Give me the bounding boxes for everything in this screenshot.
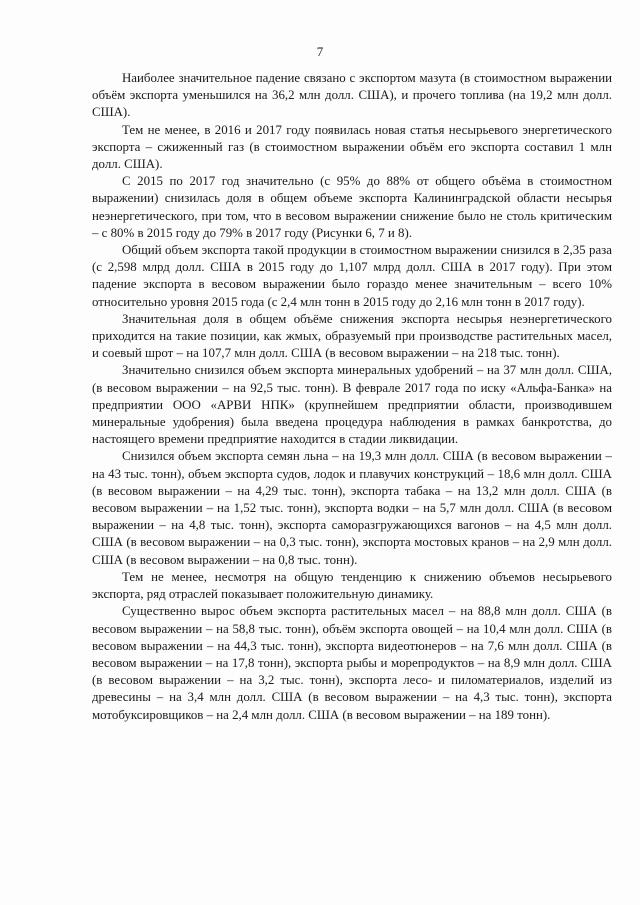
paragraph: Существенно вырос объем экспорта растительных масел – на 88,8 млн долл. США (в весовом выражении – на 58,8 тыс. тонн), объём экспорта овощей – на 10,4 млн долл. США (в весовом выражении – на 44,3 тыс. тонн), экспорта видеотюнеров – на 7,6 млн долл. США (в весовом выражении – на 17,8 тонн), экспорта рыбы и морепродуктов – на 8,9 млн долл. США (в весовом выражении – на 3,2 тыс. тонн), экспорта лесо- и пиломатериалов, изделий из древесины – на 3,4 млн долл. США (в весовом выражении – на 4,3 тыс. тонн), экспорта мотобуксировщиков – на 2,4 млн долл. США (в весовом выражении – на 189 тонн). [92, 604, 612, 722]
paragraph: Тем не менее, несмотря на общую тенденцию к снижению объемов несырьевого экспорта, ряд отраслей показывает положительную динамику. [92, 569, 612, 602]
paragraph: Значительная доля в общем объёме снижения экспорта несырья неэнергетического приходится на такие позиции, как жмых, образуемый при производстве растительных масел, и соевый шрот – на 107,7 млн долл. США (в весовом выражении – на 218 тыс. тонн). [92, 311, 612, 361]
document-body [92, 70, 612, 724]
paragraph: Значительно снизился объем экспорта минеральных удобрений – на 37 млн долл. США, (в весовом выражении – на 92,5 тыс. тонн). В феврале 2017 года по иску «Альфа-Банка» на предприятии ООО «АРВИ НПК» (крупнейшем предприятии области, производившем минеральные удобрения) была введена процедура наблюдения в рамках банкротства, до настоящего времени предприятие находится в стадии ликвидации. [92, 363, 612, 447]
paragraph: Наиболее значительное падение связано с экспортом мазута (в стоимостном выражении объём экспорта уменьшился на 36,2 млн долл. США), и прочего топлива (на 19,2 млн долл. США). [92, 71, 612, 120]
paragraph: С 2015 по 2017 год значительно (с 95% до 88% от общего объёма в стоимостном выражении) снизилась доля в общем объеме экспорта Калининградской области несырья неэнергетического, при том, что в весовом выражении снижение было не столь критическим – с 80% в 2015 году до 79% в 2017 году (Рисунки 6, 7 и 8). [92, 174, 612, 240]
paragraph: Общий объем экспорта такой продукции в стоимостном выражении снизился в 2,35 раза (с 2,598 млрд долл. США в 2015 году до 1,107 млрд долл. США в 2017 году). При этом падение экспорта в весовом выражении было гораздо менее значительным – всего 10% относительно уровня 2015 года (с 2,4 млн тонн в 2015 году до 2,16 млн тонн в 2017 году). [92, 243, 612, 309]
page-number: 7 [316, 44, 324, 59]
paragraph: Тем не менее, в 2016 и 2017 году появилась новая статья несырьевого энергетического экспорта – сжиженный газ (в стоимостном выражении объём его экспорта составил 1 млн долл. США). [92, 122, 612, 172]
paragraph: Снизился объем экспорта семян льна – на 19,3 млн долл. США (в весовом выражении – на 43 тыс. тонн), объем экспорта судов, лодок и плавучих конструкций – 18,6 млн долл. США (в весовом выражении – на 4,29 тыс. тонн), экспорта табака – на 13,2 млн долл. США (в весовом выражении – на 1,52 тыс. тонн), экспорта водки – на 5,7 млн долл. США (в весовом выражении – на 4,8 тыс. тонн), экспорта саморазгружающихся вагонов – на 4,5 млн долл. США (в весовом выражении – на 0,3 тыс. тонн), экспорта мостовых кранов – на 2,9 млн долл. США (в весовом выражении – на 0,8 тыс. тонн). [92, 449, 612, 567]
